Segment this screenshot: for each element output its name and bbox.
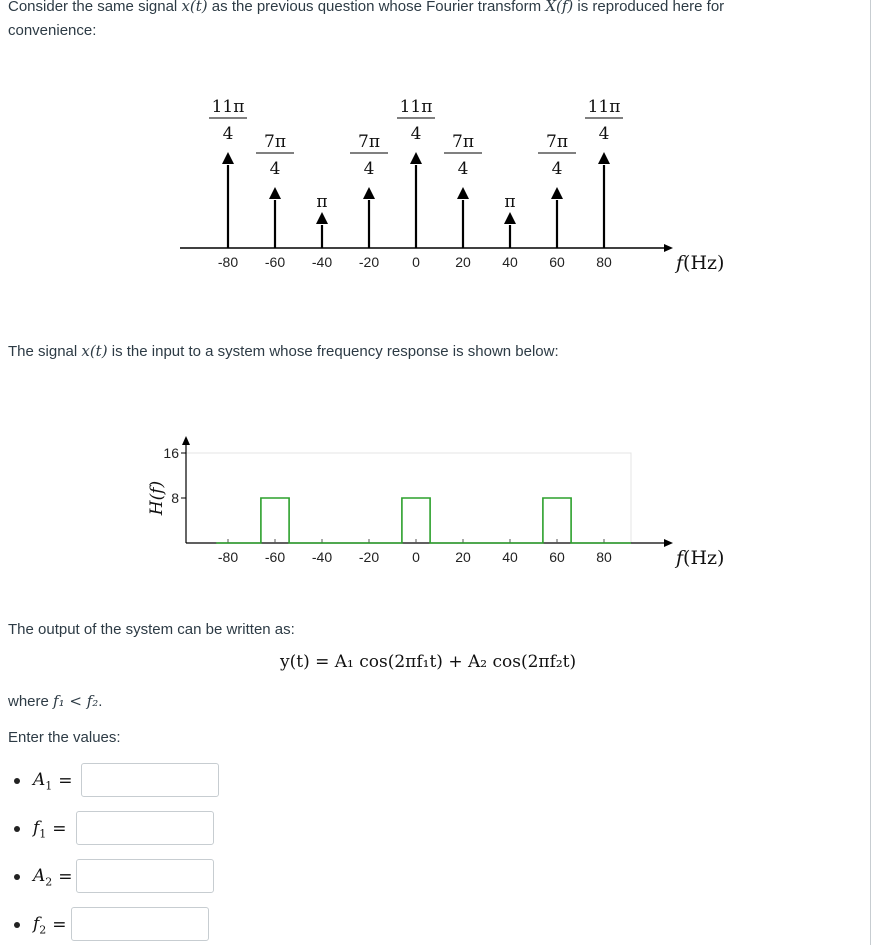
bullet-dot bbox=[14, 922, 20, 928]
x-tick-label: -60 bbox=[264, 254, 286, 270]
impulse-label-denominator: 4 bbox=[410, 124, 422, 144]
x-axis-arrow bbox=[664, 539, 673, 547]
answer-row-a2 bbox=[14, 858, 77, 896]
answer-variable-label: $A_2$ bbox=[33, 865, 53, 889]
impulse-label-numerator: 7π bbox=[452, 132, 474, 152]
answer-input-f1[interactable] bbox=[76, 811, 214, 845]
x-tick-label: 40 bbox=[502, 549, 518, 565]
impulse-label-denominator: 4 bbox=[222, 124, 234, 144]
system-paragraph: The signal x(t) is the input to a system whose frequency response is shown below: bbox=[8, 342, 559, 360]
impulse-label-denominator: 4 bbox=[269, 159, 281, 179]
impulse-label-numerator: 7π bbox=[546, 132, 568, 152]
x-tick-label: 60 bbox=[549, 549, 565, 565]
x-tick-label: -40 bbox=[311, 549, 333, 565]
x-tick-label: 60 bbox=[549, 254, 565, 270]
fourier-transform-chart bbox=[0, 0, 881, 300]
y-tick-label: 8 bbox=[171, 490, 179, 506]
impulse-arrow bbox=[551, 187, 563, 199]
impulse-label: π bbox=[504, 192, 516, 212]
impulse-label-denominator: 4 bbox=[551, 159, 563, 179]
answer-input-f2[interactable] bbox=[71, 907, 209, 941]
y-axis-label: H(f) bbox=[147, 480, 167, 516]
x-tick-label: 80 bbox=[596, 254, 612, 270]
impulse-arrow bbox=[222, 152, 234, 164]
impulse-label-denominator: 4 bbox=[457, 159, 469, 179]
output-paragraph: The output of the system can be written as: bbox=[8, 621, 295, 638]
x-axis-unit-label: f(Hz) bbox=[676, 252, 725, 274]
enter-values-text: Enter the values: bbox=[8, 729, 121, 746]
answer-input-a2[interactable] bbox=[76, 859, 214, 893]
impulse-label-denominator: 4 bbox=[363, 159, 375, 179]
y-tick-label: 16 bbox=[163, 445, 179, 461]
bullet-dot bbox=[14, 874, 20, 880]
x-tick-label: 20 bbox=[455, 254, 471, 270]
equals-sign: = bbox=[52, 915, 67, 935]
bullet-dot bbox=[14, 826, 20, 832]
intro-paragraph: Consider the same signal x(t) as the previous question whose Fourier transform X(f) is reproduced here for convenience: bbox=[8, 0, 725, 39]
impulse-label-numerator: 11π bbox=[211, 97, 245, 117]
impulse-label-numerator: 7π bbox=[358, 132, 380, 152]
x-tick-label: 20 bbox=[455, 549, 471, 565]
answer-row-f1 bbox=[14, 810, 71, 848]
impulse-arrow bbox=[598, 152, 610, 164]
impulse-label: π bbox=[316, 192, 328, 212]
where-paragraph: where f₁ < f₂. bbox=[8, 692, 103, 710]
impulse-label-numerator: 11π bbox=[399, 97, 433, 117]
frequency-response-chart bbox=[0, 400, 881, 600]
x-tick-label: 40 bbox=[502, 254, 518, 270]
x-tick-label: -40 bbox=[311, 254, 333, 270]
answer-input-a1[interactable] bbox=[81, 763, 219, 797]
impulse-arrow bbox=[316, 212, 328, 224]
bullet-dot bbox=[14, 778, 20, 784]
x-tick-label: 0 bbox=[412, 549, 420, 565]
x-tick-label: -80 bbox=[217, 254, 239, 270]
response-curve bbox=[216, 498, 631, 543]
impulse-label-denominator: 4 bbox=[598, 124, 610, 144]
answer-variable-label: $f_1$ bbox=[33, 817, 47, 841]
impulse-arrow bbox=[457, 187, 469, 199]
y-axis-arrow bbox=[182, 436, 190, 445]
x-tick-label: -20 bbox=[358, 549, 380, 565]
answer-variable-label: $f_2$ bbox=[33, 913, 47, 937]
x-tick-label: -60 bbox=[264, 549, 286, 565]
x-tick-label: -80 bbox=[217, 549, 239, 565]
answer-variable-label: $A_1$ bbox=[33, 769, 53, 793]
x-axis-arrow bbox=[664, 244, 673, 252]
equals-sign: = bbox=[58, 771, 73, 791]
impulse-arrow bbox=[504, 212, 516, 224]
impulse-label-numerator: 11π bbox=[587, 97, 621, 117]
impulse-arrow bbox=[410, 152, 422, 164]
x-axis-unit-label: f(Hz) bbox=[676, 547, 725, 569]
x-tick-label: 80 bbox=[596, 549, 612, 565]
impulse-arrow bbox=[363, 187, 375, 199]
output-equation: y(t) = A₁ cos(2πf₁t) + A₂ cos(2πf₂t) bbox=[280, 652, 577, 672]
answer-row-a1 bbox=[14, 762, 77, 800]
x-tick-label: -20 bbox=[358, 254, 380, 270]
answer-row-f2 bbox=[14, 906, 71, 944]
equals-sign: = bbox=[52, 819, 67, 839]
impulse-label-numerator: 7π bbox=[264, 132, 286, 152]
equals-sign: = bbox=[58, 867, 73, 887]
x-tick-label: 0 bbox=[412, 254, 420, 270]
impulse-arrow bbox=[269, 187, 281, 199]
